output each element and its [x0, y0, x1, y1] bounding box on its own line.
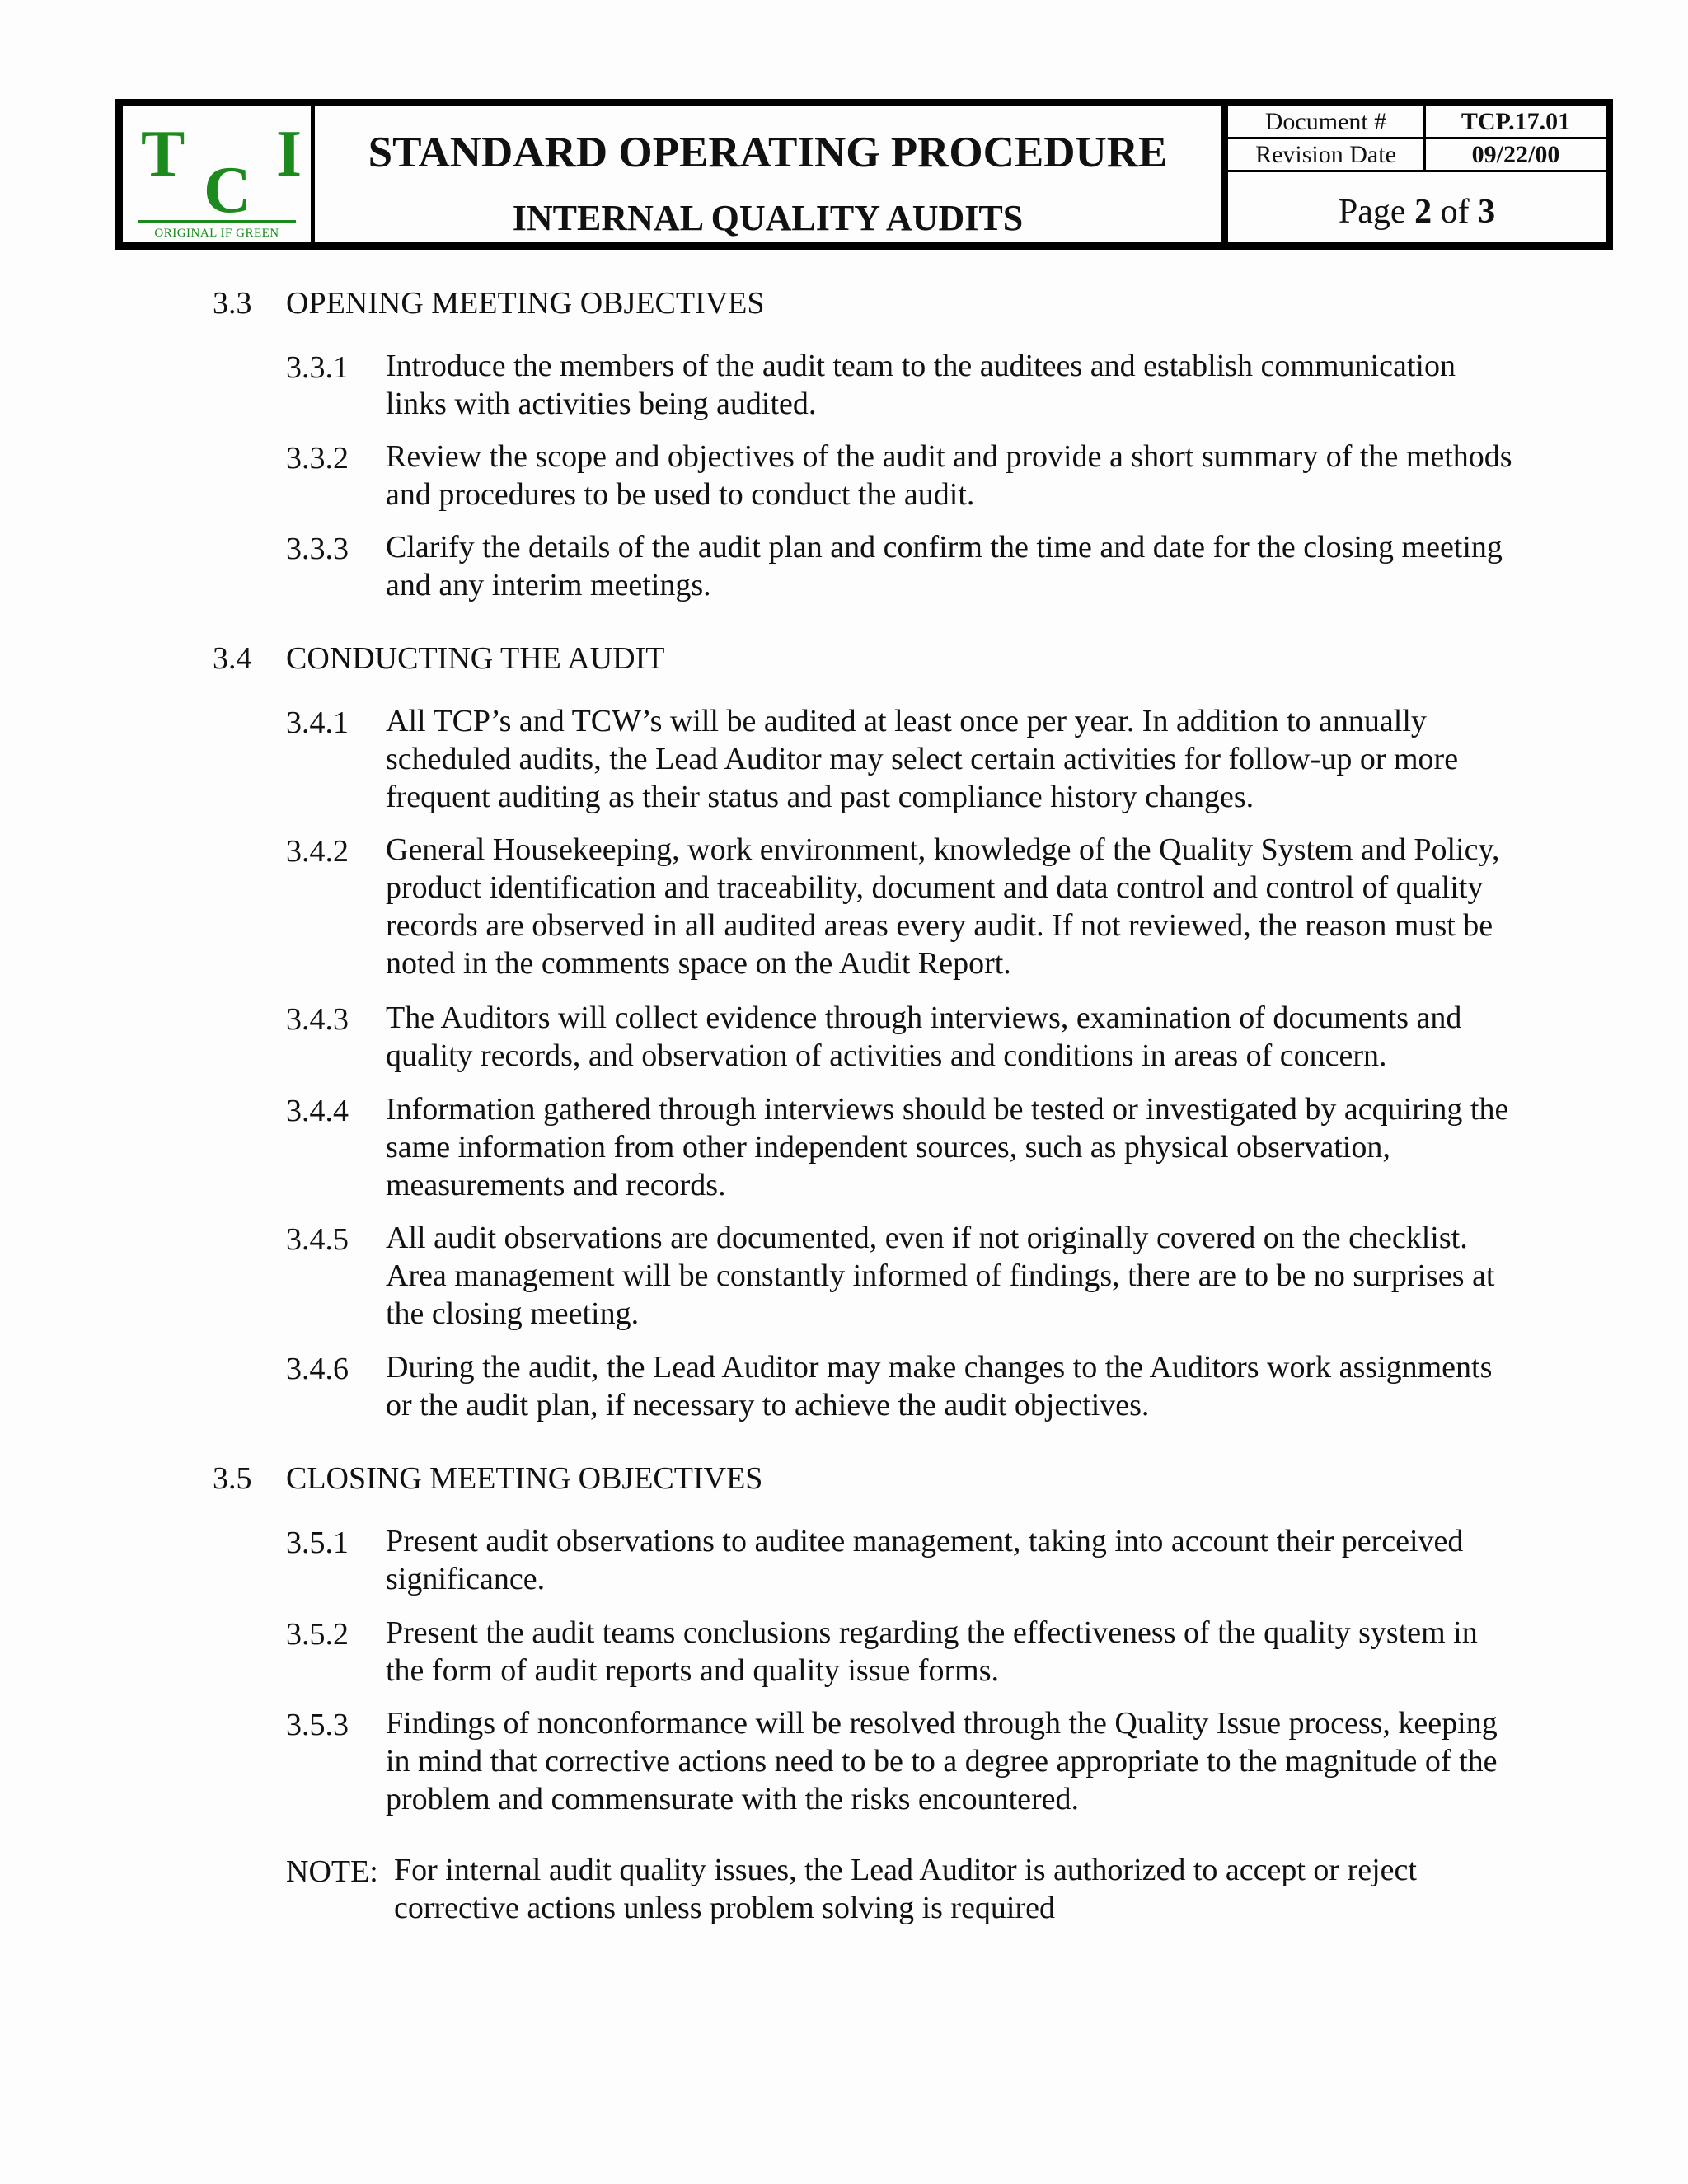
page-prefix: Page	[1338, 193, 1415, 231]
page-current: 2	[1414, 193, 1432, 231]
item-number: 3.3.1	[286, 350, 349, 385]
section-number: 3.3	[213, 286, 252, 321]
section-title: CLOSING MEETING OBJECTIVES	[286, 1461, 763, 1496]
item-line: Present audit observations to auditee management, taking into account their perceived	[386, 1524, 1464, 1558]
item-line: in mind that corrective actions need to be to a degree appropriate to the magnitude of the	[386, 1744, 1498, 1779]
item-line: Introduce the members of the audit team to the auditees and establish communication	[386, 349, 1456, 383]
item-line: Review the scope and objectives of the audit and provide a short summary of the methods	[386, 439, 1512, 474]
document-meta	[1228, 106, 1606, 242]
revision-date-label: Revision Date	[1228, 139, 1426, 170]
item-line: same information from other independent sources, such as physical observation,	[386, 1130, 1390, 1165]
document-header	[115, 99, 1613, 250]
item-text	[386, 702, 1589, 816]
item-line: noted in the comments space on the Audit Report.	[386, 946, 1011, 981]
title-cell	[315, 106, 1228, 242]
revision-date-value: 09/22/00	[1471, 141, 1560, 168]
item-line: The Auditors will collect evidence through interviews, examination of documents and	[386, 1001, 1462, 1035]
item-number: 3.5.3	[286, 1708, 349, 1742]
page-indicator	[1228, 192, 1606, 232]
item-line: Findings of nonconformance will be resolved through the Quality Issue process, keeping	[386, 1706, 1498, 1741]
item-line: problem and commensurate with the risks encountered.	[386, 1782, 1080, 1816]
item-number: 3.4.3	[286, 1002, 349, 1037]
item-text	[386, 347, 1589, 423]
item-text	[386, 1348, 1589, 1424]
item-line: records are observed in all audited areas every audit. If not reviewed, the reason must be	[386, 908, 1493, 943]
document-number-label: Document #	[1228, 106, 1426, 137]
item-line: the closing meeting.	[386, 1296, 640, 1331]
logo-letter-c: C	[204, 154, 251, 227]
item-text	[386, 1090, 1589, 1204]
item-line: All TCP’s and TCW’s will be audited at least once per year. In addition to annually	[386, 704, 1427, 738]
item-line: significance.	[386, 1562, 546, 1596]
item-line: scheduled audits, the Lead Auditor may select certain activities for follow-up or more	[386, 742, 1459, 776]
item-number: 3.4.6	[286, 1352, 349, 1386]
item-line: and procedures to be used to conduct the audit.	[386, 477, 975, 512]
item-line: the form of audit reports and quality issue forms.	[386, 1653, 1000, 1688]
note-label: NOTE:	[286, 1854, 378, 1889]
item-number: 3.4.5	[286, 1222, 349, 1257]
page-total: 3	[1478, 193, 1496, 231]
item-line: General Housekeeping, work environment, knowledge of the Quality System and Policy,	[386, 832, 1500, 867]
item-line: or the audit plan, if necessary to achieve the audit objectives.	[386, 1388, 1150, 1422]
item-number: 3.3.2	[286, 441, 349, 476]
section-title: CONDUCTING THE AUDIT	[286, 641, 665, 676]
item-number: 3.3.3	[286, 532, 349, 566]
item-number: 3.4.2	[286, 834, 349, 869]
document-title: STANDARD OPERATING PROCEDURE	[368, 129, 1168, 176]
logo-divider	[138, 220, 296, 223]
note-line: corrective actions unless problem solving is required	[394, 1891, 1056, 1925]
document-number-value: TCP.17.01	[1461, 108, 1571, 135]
logo-letter-t: T	[141, 118, 185, 190]
note-line: For internal audit quality issues, the Lead Auditor is authorized to accept or reject	[394, 1853, 1417, 1887]
item-line: product identification and traceability, document and data control and control of quality	[386, 870, 1484, 905]
item-line: Present the audit teams conclusions regarding the effectiveness of the quality system in	[386, 1615, 1478, 1650]
item-line: Area management will be constantly informed of findings, there are to be no surprises at	[386, 1258, 1495, 1293]
item-text	[386, 1614, 1589, 1690]
item-line: During the audit, the Lead Auditor may make changes to the Auditors work assignments	[386, 1350, 1493, 1385]
item-line: All audit observations are documented, even if not originally covered on the checklist.	[386, 1221, 1468, 1255]
item-text	[386, 831, 1589, 982]
item-line: measurements and records.	[386, 1168, 726, 1202]
section-title: OPENING MEETING OBJECTIVES	[286, 286, 765, 321]
item-text	[386, 438, 1589, 513]
item-line: links with activities being audited.	[386, 387, 817, 421]
document-subtitle: INTERNAL QUALITY AUDITS	[512, 198, 1024, 238]
item-line: Clarify the details of the audit plan and confirm the time and date for the closing meeting	[386, 530, 1503, 565]
item-line: Information gathered through interviews should be tested or investigated by acquiring the	[386, 1092, 1509, 1127]
logo-caption: ORIGINAL IF GREEN	[154, 227, 279, 240]
item-number: 3.5.2	[286, 1617, 349, 1652]
item-line: quality records, and observation of activities and conditions in areas of concern.	[386, 1038, 1387, 1073]
logo-letter-i: I	[276, 118, 302, 190]
revision-date-row	[1228, 139, 1606, 172]
document-number-row	[1228, 106, 1606, 139]
item-number: 3.5.1	[286, 1526, 349, 1560]
item-number: 3.4.4	[286, 1094, 349, 1128]
item-text	[386, 528, 1589, 604]
page-separator: of	[1432, 193, 1479, 231]
section-number: 3.5	[213, 1461, 252, 1496]
item-text	[386, 1219, 1589, 1333]
company-logo	[123, 106, 315, 242]
item-text	[386, 1522, 1589, 1598]
item-line: and any interim meetings.	[386, 568, 711, 602]
section-number: 3.4	[213, 641, 252, 676]
item-text	[386, 1704, 1589, 1818]
item-line: frequent auditing as their status and past compliance history changes.	[386, 780, 1254, 814]
item-text	[386, 999, 1589, 1075]
note-text	[394, 1851, 1581, 1927]
item-number: 3.4.1	[286, 705, 349, 740]
